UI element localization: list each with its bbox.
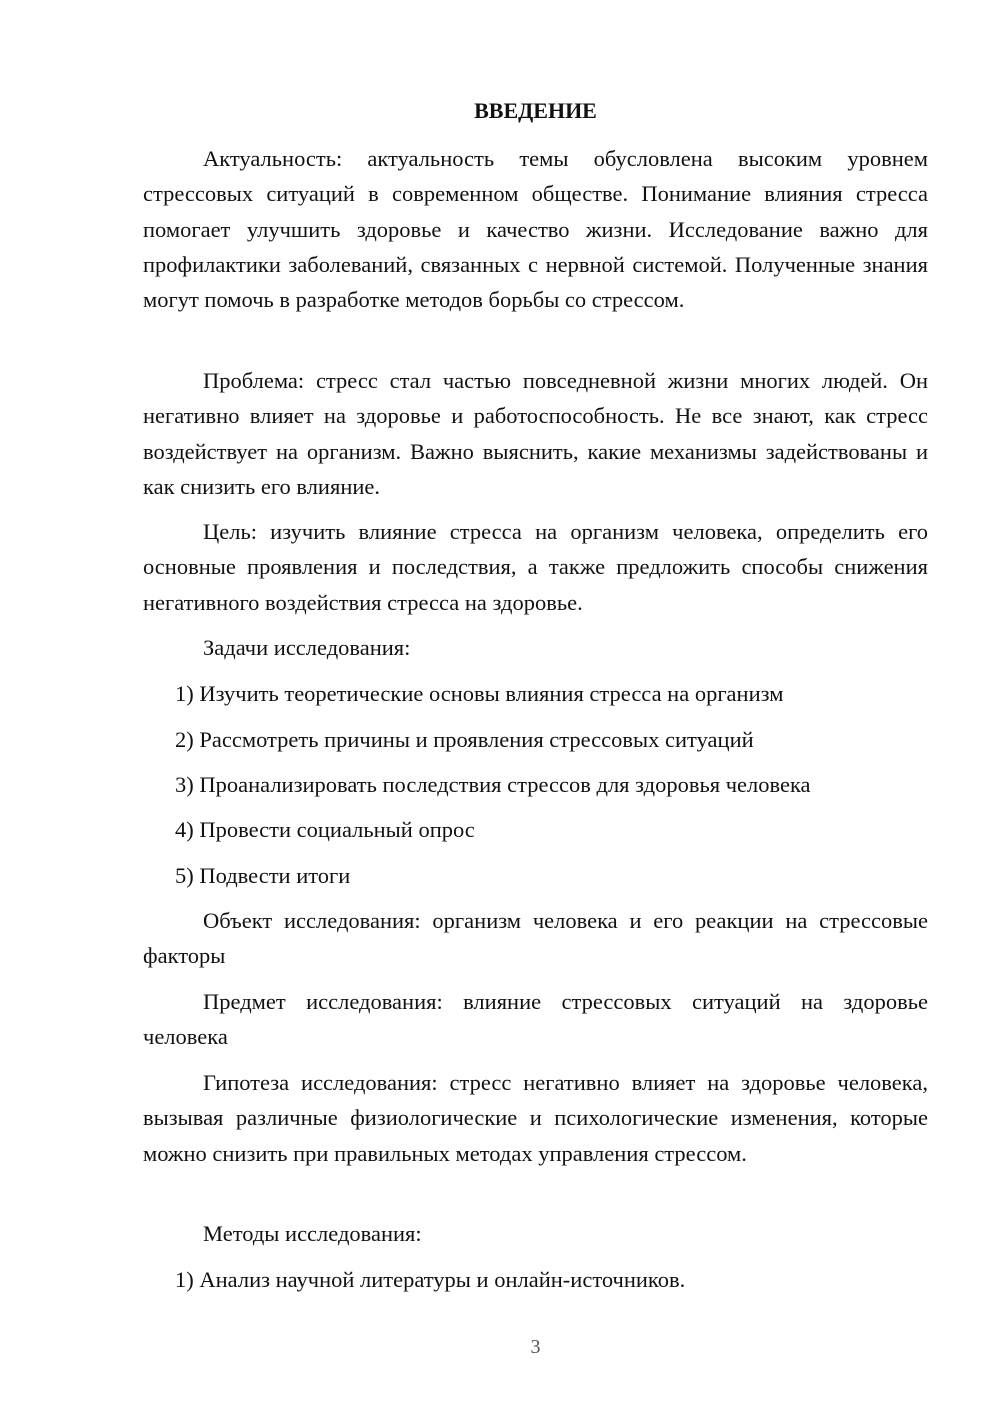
subject-paragraph: Предмет исследования: влияние стрессовых ситуаций на здоровье человека <box>143 989 928 1050</box>
page-title: ВВЕДЕНИЕ <box>474 98 597 123</box>
task-item: 4) Провести социальный опрос <box>175 817 475 842</box>
goal-paragraph: Цель: изучить влияние стресса на организм человека, определить его основные проявления и последствия, а также предложить способы снижения негативного воздействия стресса на здоровье. <box>143 519 928 615</box>
problem-paragraph: Проблема: стресс стал частью повседневной жизни многих людей. Он негативно влияет на здоровье и работоспособность. Не все знают, как стресс воздействует на организм. Важно выяснить, какие механизмы задействованы и как снизить его влияние. <box>143 368 928 499</box>
relevance-paragraph: Актуальность: актуальность темы обусловлена высоким уровнем стрессовых ситуаций в современном обществе. Понимание влияния стресса помогает улучшить здоровье и качество жизни. Исследование важно для профилактики заболеваний, связанных с нервной системой. Полученные знания могут помочь в разработке методов борьбы со стрессом. <box>143 146 928 313</box>
method-item: 1) Анализ научной литературы и онлайн-источников. <box>175 1267 686 1292</box>
task-item: 2) Рассмотреть причины и проявления стрессовых ситуаций <box>175 727 754 752</box>
document-page <box>143 0 928 1414</box>
object-paragraph: Объект исследования: организм человека и его реакции на стрессовые факторы <box>143 908 928 969</box>
methods-heading: Методы исследования: <box>203 1221 422 1246</box>
tasks-heading: Задачи исследования: <box>203 635 411 660</box>
task-item: 3) Проанализировать последствия стрессов для здоровья человека <box>175 772 811 797</box>
task-item: 1) Изучить теоретические основы влияния стресса на организм <box>175 681 784 706</box>
page-number: 3 <box>530 1336 541 1358</box>
hypothesis-paragraph: Гипотеза исследования: стресс негативно влияет на здоровье человека, вызывая различные физиологические и психологические изменения, которые можно снизить при правильных методах управления стрессом. <box>143 1070 928 1166</box>
task-item: 5) Подвести итоги <box>175 863 351 888</box>
